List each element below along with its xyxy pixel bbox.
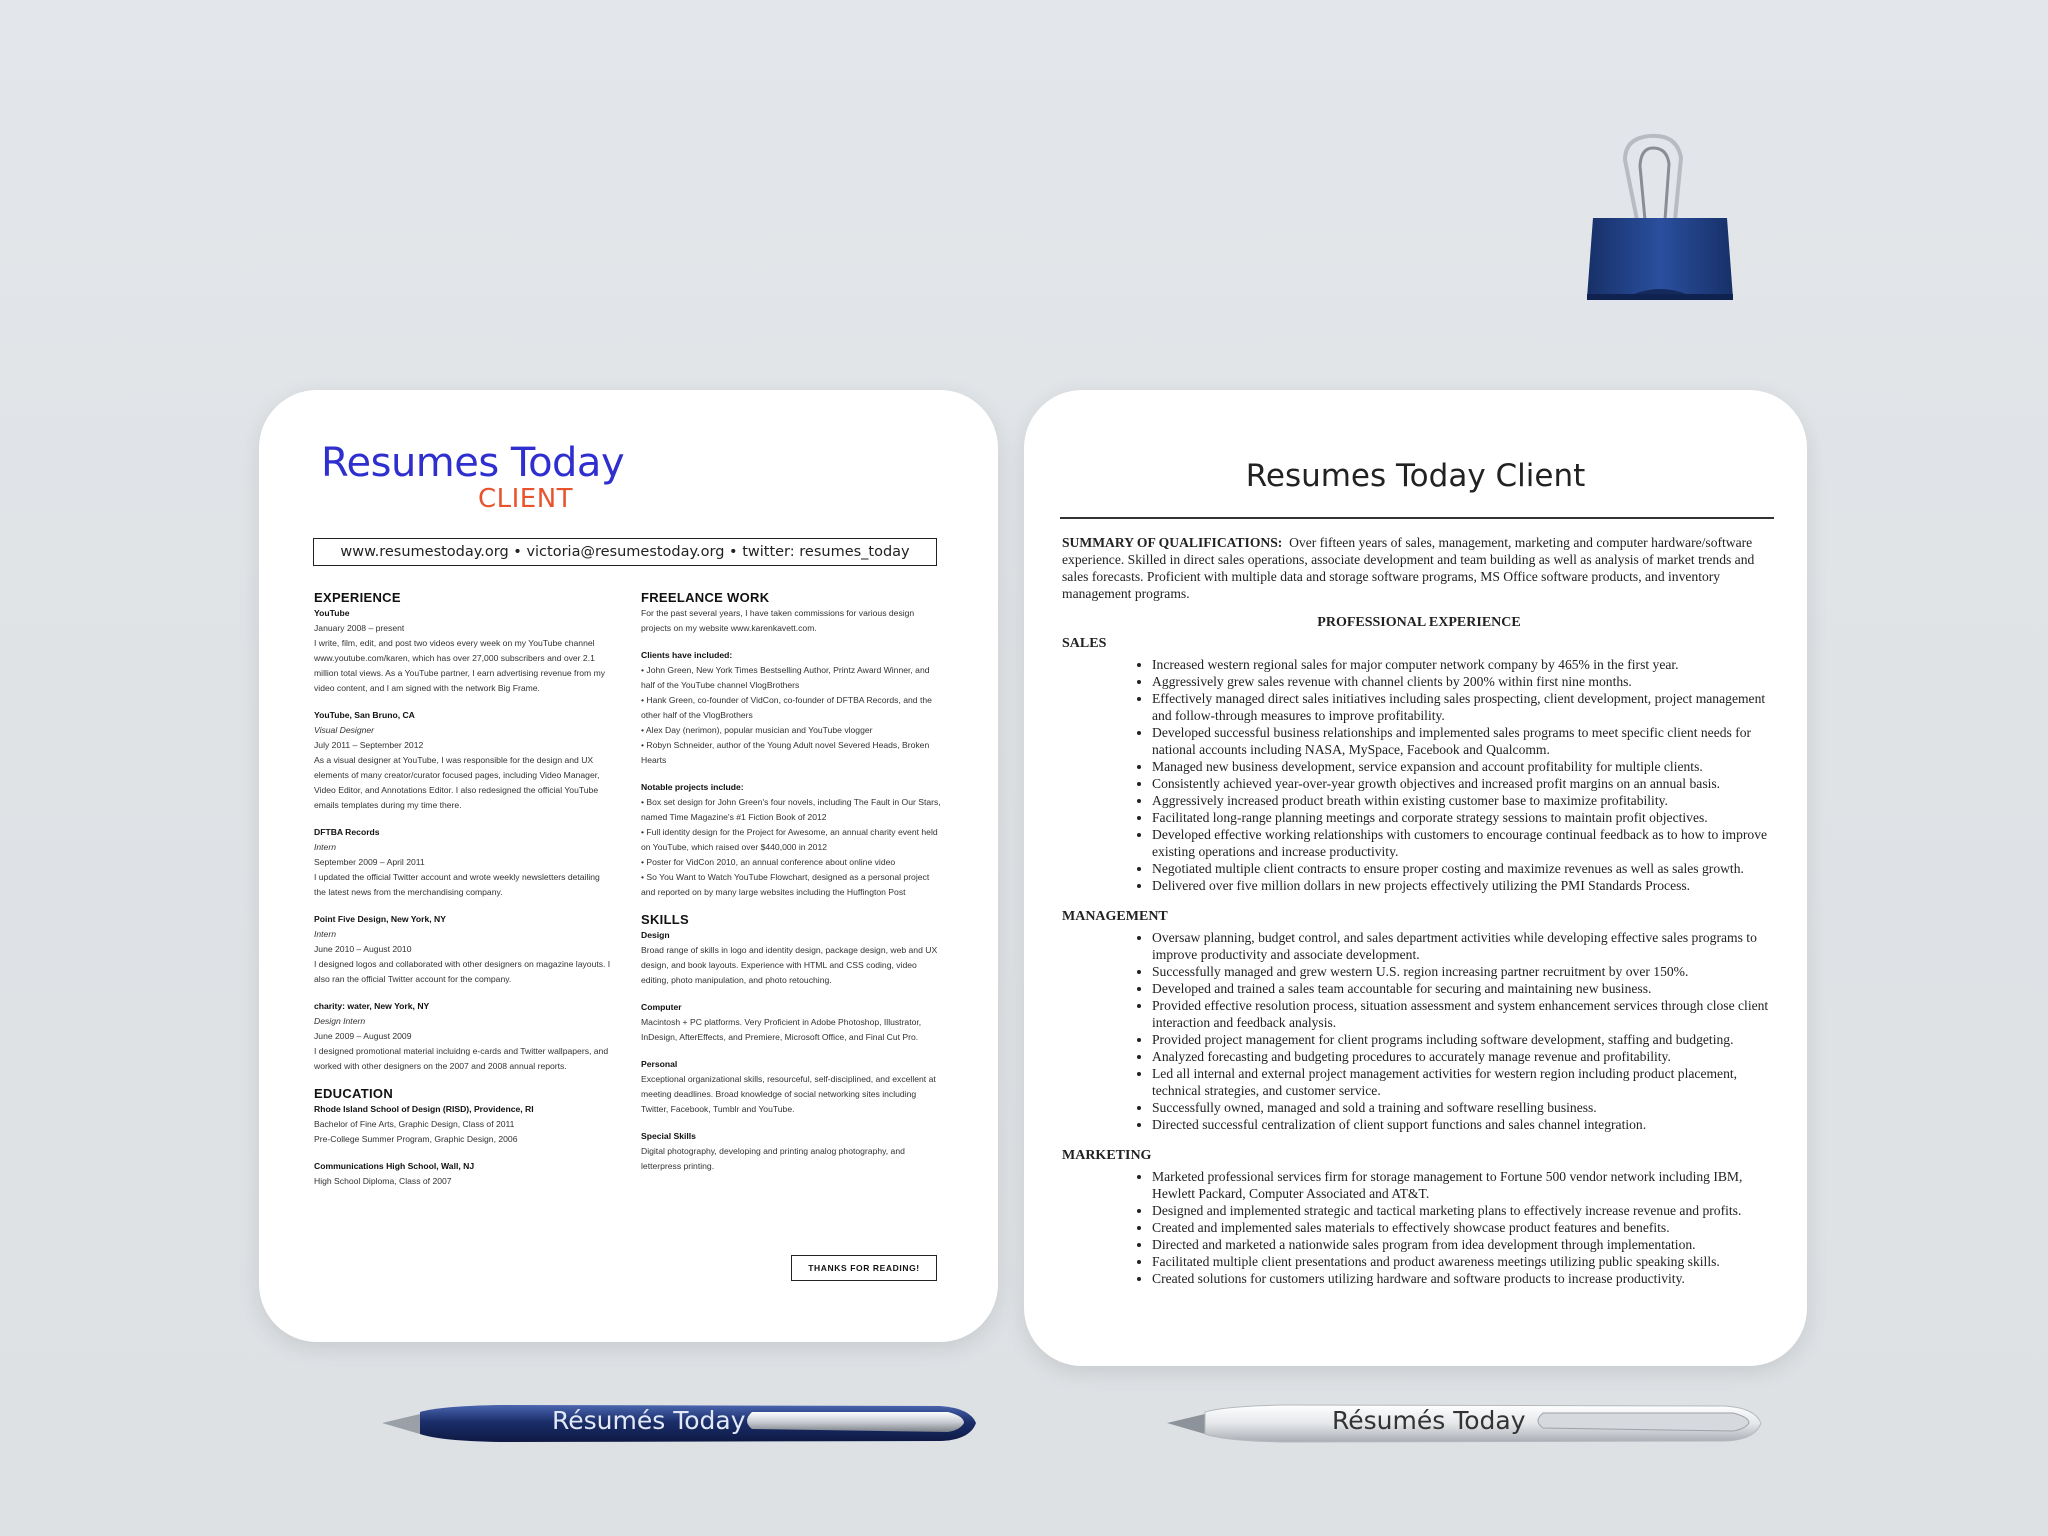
job-role: Visual Designer	[314, 725, 375, 735]
brand-name: Resumes Today	[321, 440, 625, 486]
bullet-item: • Negotiated multiple client contracts to ensure proper costing and maximize revenues as well as sales growth.	[1152, 860, 1776, 877]
school-name: Communications High School, Wall, NJ	[314, 1161, 475, 1171]
job-org: YouTube	[314, 608, 350, 618]
contact-line: www.resumestoday.org • victoria@resumestoday.org • twitter: resumes_today	[313, 538, 937, 566]
freelance-intro: For the past several years, I have taken commissions for various design projects on my website www.karenkavett.com.	[641, 608, 915, 633]
school-detail: High School Diploma, Class of 2007	[314, 1176, 452, 1186]
summary-label: SUMMARY OF QUALIFICATIONS:	[1062, 535, 1283, 550]
client-item: • Hank Green, co-founder of VidCon, co-founder of DFTBA Records, and the other half of the VlogBrothers	[641, 695, 932, 720]
bullet-item: • Managed new business development, service expansion and account profitability for multiple clients.	[1152, 758, 1776, 775]
project-item: • Box set design for John Green's four novels, including The Fault in Our Stars, named Time Magazine's #1 Fiction Book of 2012	[641, 797, 941, 822]
bullet-item: • Provided effective resolution process, situation assessment and system enhancement services through close client interaction and feedback analysis.	[1152, 997, 1776, 1031]
skill-name: Computer	[641, 1002, 682, 1012]
brand-logo	[321, 440, 625, 514]
job-dates: September 2009 – April 2011	[314, 857, 425, 867]
title-rule	[1060, 517, 1774, 519]
bullet-item: • Successfully owned, managed and sold a training and software reselling business.	[1152, 1099, 1776, 1116]
freelance-heading: FREELANCE WORK	[641, 590, 770, 605]
job-role: Intern	[314, 929, 336, 939]
job-role: Intern	[314, 842, 336, 852]
bullet-item: • Directed and marketed a nationwide sales program from idea development through implementation.	[1152, 1236, 1776, 1253]
bullet-item: • Developed successful business relationships and implemented sales programs to meet specific client needs for national accounts including NASA, MySpace, Facebook and Qualcomm.	[1152, 724, 1776, 758]
job-description: I designed promotional material incluidng e-cards and Twitter wallpapers, and worked with other designers on the 2007 and 2008 annual reports.	[314, 1046, 609, 1071]
skill-group	[641, 1129, 941, 1174]
job-dates: January 2008 – present	[314, 623, 405, 633]
bullet-item: • Aggressively grew sales revenue with channel clients by 200% within first nine months.	[1152, 673, 1776, 690]
skill-text: Broad range of skills in logo and identity design, package design, web and UX design, and book layouts. Experience with HTML and CSS coding, video editing, photo manipulation, and photo retouching.	[641, 945, 938, 985]
project-item: • So You Want to Watch YouTube Flowchart, designed as a personal project and reported on by many large websites including the Huffington Post	[641, 872, 930, 897]
bullet-item: • Oversaw planning, budget control, and sales department activities while developing effective sales programs to improve productivity and associate development.	[1152, 929, 1776, 963]
silver-pen-label: Résumés Today	[1332, 1406, 1526, 1435]
section-heading: SALES	[1062, 636, 1107, 651]
job-description: I write, film, edit, and post two videos every week on my YouTube channel www.youtube.com/karen, which has over 27,000 subscribers and over 2.1 million total views. As a YouTube partner, I earn advertising revenue from my video content, and I am signed with the network Big Frame.	[314, 638, 606, 693]
job-dates: June 2010 – August 2010	[314, 944, 412, 954]
summary-text: Over fifteen years of sales, management, marketing and computer hardware/software experience. Skilled in direct sales operations, associate development and team building as well as analysis of market trends and sales forecasts. Proficient with multiple data and storage software programs, MS Office software products, and inventory management programs.	[1062, 535, 1755, 601]
school-entry	[314, 1159, 614, 1189]
resume-body	[1062, 534, 1776, 1301]
job-org: charity: water, New York, NY	[314, 1001, 430, 1011]
job-role: Design Intern	[314, 1016, 366, 1026]
skill-name: Design	[641, 930, 670, 940]
section-heading: MARKETING	[1062, 1148, 1152, 1163]
skill-text: Exceptional organizational skills, resourceful, self-disciplined, and excellent at meeting deadlines. Broad knowledge of social networking sites including Twitter, Facebook, Tumblr and YouTube.	[641, 1074, 936, 1114]
resume-right	[1024, 390, 1807, 1366]
client-item: • Robyn Schneider, author of the Young Adult novel Severed Heads, Broken Hearts	[641, 740, 930, 765]
blue-pen-label: Résumés Today	[552, 1406, 746, 1435]
bullet-item: • Directed successful centralization of client support functions and sales channel integration.	[1152, 1116, 1776, 1133]
job-description: I designed logos and collaborated with other designers on magazine layouts. I also ran the official Twitter account for the company.	[314, 959, 611, 984]
resume-left	[259, 390, 998, 1342]
bullet-list	[1062, 656, 1776, 894]
school-name: Rhode Island School of Design (RISD), Providence, RI	[314, 1104, 534, 1114]
bullet-item: • Effectively managed direct sales initiatives including sales prospecting, client development, project management and follow-through measures to improve profitability.	[1152, 690, 1776, 724]
bullet-item: • Developed effective working relationships with customers to encourage continual feedback as to how to improve existing operations and increase productivity.	[1152, 826, 1776, 860]
bullet-item: • Led all internal and external project management activities for western region including product placement, technical strategies, and customer service.	[1152, 1065, 1776, 1099]
job-org: Point Five Design, New York, NY	[314, 914, 446, 924]
job-description: I updated the official Twitter account and wrote weekly newsletters detailing the latest news from the merchandising company.	[314, 872, 600, 897]
job-entry	[314, 606, 614, 696]
project-item: • Full identity design for the Project for Awesome, an annual charity event held on YouTube, which raised over $440,000 in 2012	[641, 827, 938, 852]
brand-subtitle: CLIENT	[478, 484, 574, 514]
bullet-item: • Analyzed forecasting and budgeting procedures to accurately manage revenue and profitability.	[1152, 1048, 1776, 1065]
resume-title: Resumes Today Client	[1245, 458, 1586, 494]
bullet-item: • Successfully managed and grew western U.S. region increasing partner recruitment by over 150%.	[1152, 963, 1776, 980]
bullet-item: • Designed and implemented strategic and tactical marketing plans to effectively increase revenue and profits.	[1152, 1202, 1776, 1219]
school-detail: Pre-College Summer Program, Graphic Design, 2006	[314, 1134, 518, 1144]
client-item: • Alex Day (nerimon), popular musician and YouTube vlogger	[641, 725, 873, 735]
skill-name: Personal	[641, 1059, 678, 1069]
left-column	[314, 590, 614, 1201]
bullet-item: • Developed and trained a sales team accountable for securing and maintaining new business.	[1152, 980, 1776, 997]
bullet-list	[1062, 1168, 1776, 1287]
skill-group	[641, 1057, 941, 1117]
clients-heading: Clients have included:	[641, 650, 733, 660]
skills-heading: SKILLS	[641, 912, 690, 927]
bullet-item: • Created solutions for customers utilizing hardware and software products to increase productivity.	[1152, 1270, 1776, 1287]
bullet-item: • Created and implemented sales materials to effectively showcase product features and benefits.	[1152, 1219, 1776, 1236]
skill-text: Macintosh + PC platforms. Very Proficient in Adobe Photoshop, Illustrator, InDesign, AfterEffects, and Premiere, Microsoft Office, and Final Cut Pro.	[641, 1017, 922, 1042]
summary	[1062, 534, 1776, 602]
job-entry	[314, 999, 614, 1074]
job-dates: June 2009 – August 2009	[314, 1031, 412, 1041]
projects-heading: Notable projects include:	[641, 782, 744, 792]
education-heading: EDUCATION	[314, 1086, 394, 1101]
bullet-item: • Aggressively increased product breath within existing customer base to maximize profitability.	[1152, 792, 1776, 809]
project-item: • Poster for VidCon 2010, an annual conference about online video	[641, 857, 896, 867]
client-item: • John Green, New York Times Bestselling Author, Printz Award Winner, and half of the YouTube channel VlogBrothers	[641, 665, 930, 690]
bullet-item: • Facilitated long-range planning meetings and corporate strategy sessions to maintain profit objectives.	[1152, 809, 1776, 826]
bullet-item: • Delivered over five million dollars in new projects effectively utilizing the PMI Standards Process.	[1152, 877, 1776, 894]
professional-experience-heading: PROFESSIONAL EXPERIENCE	[1317, 615, 1521, 630]
job-description: As a visual designer at YouTube, I was responsible for the design and UX elements of many creator/curator focused pages, including Video Manager, Video Editor, and Annotations Editor. I also redesigned the official YouTube emails templates during my time there.	[314, 755, 600, 810]
job-entry	[314, 708, 614, 813]
bullet-item: • Provided project management for client programs including software development, staffing and budgeting.	[1152, 1031, 1776, 1048]
section-heading: MANAGEMENT	[1062, 909, 1168, 924]
school-detail: Bachelor of Fine Arts, Graphic Design, Class of 2011	[314, 1119, 515, 1129]
job-dates: July 2011 – September 2012	[314, 740, 424, 750]
experience-heading: EXPERIENCE	[314, 590, 401, 605]
job-entry	[314, 825, 614, 900]
job-entry	[314, 912, 614, 987]
skill-text: Digital photography, developing and printing analog photography, and letterpress printing.	[641, 1146, 905, 1171]
bullet-item: • Facilitated multiple client presentations and product awareness meetings utilizing public speaking skills.	[1152, 1253, 1776, 1270]
right-column	[641, 590, 941, 1186]
job-org: YouTube, San Bruno, CA	[314, 710, 415, 720]
thanks-badge: THANKS FOR READING!	[791, 1255, 937, 1281]
bullet-item: • Marketed professional services firm for storage management to Fortune 500 vendor network including IBM, Hewlett Packard, Computer Associated and AT&T.	[1152, 1168, 1776, 1202]
bullet-item: • Increased western regional sales for major computer network company by 465% in the first year.	[1152, 656, 1776, 673]
bullet-item: • Consistently achieved year-over-year growth objectives and increased profit margins on an annual basis.	[1152, 775, 1776, 792]
skill-group	[641, 1000, 941, 1045]
bullet-list	[1062, 929, 1776, 1133]
skill-name: Special Skills	[641, 1131, 696, 1141]
skill-group	[641, 928, 941, 988]
school-entry	[314, 1102, 614, 1147]
job-org: DFTBA Records	[314, 827, 380, 837]
binder-clip	[1585, 130, 1735, 310]
